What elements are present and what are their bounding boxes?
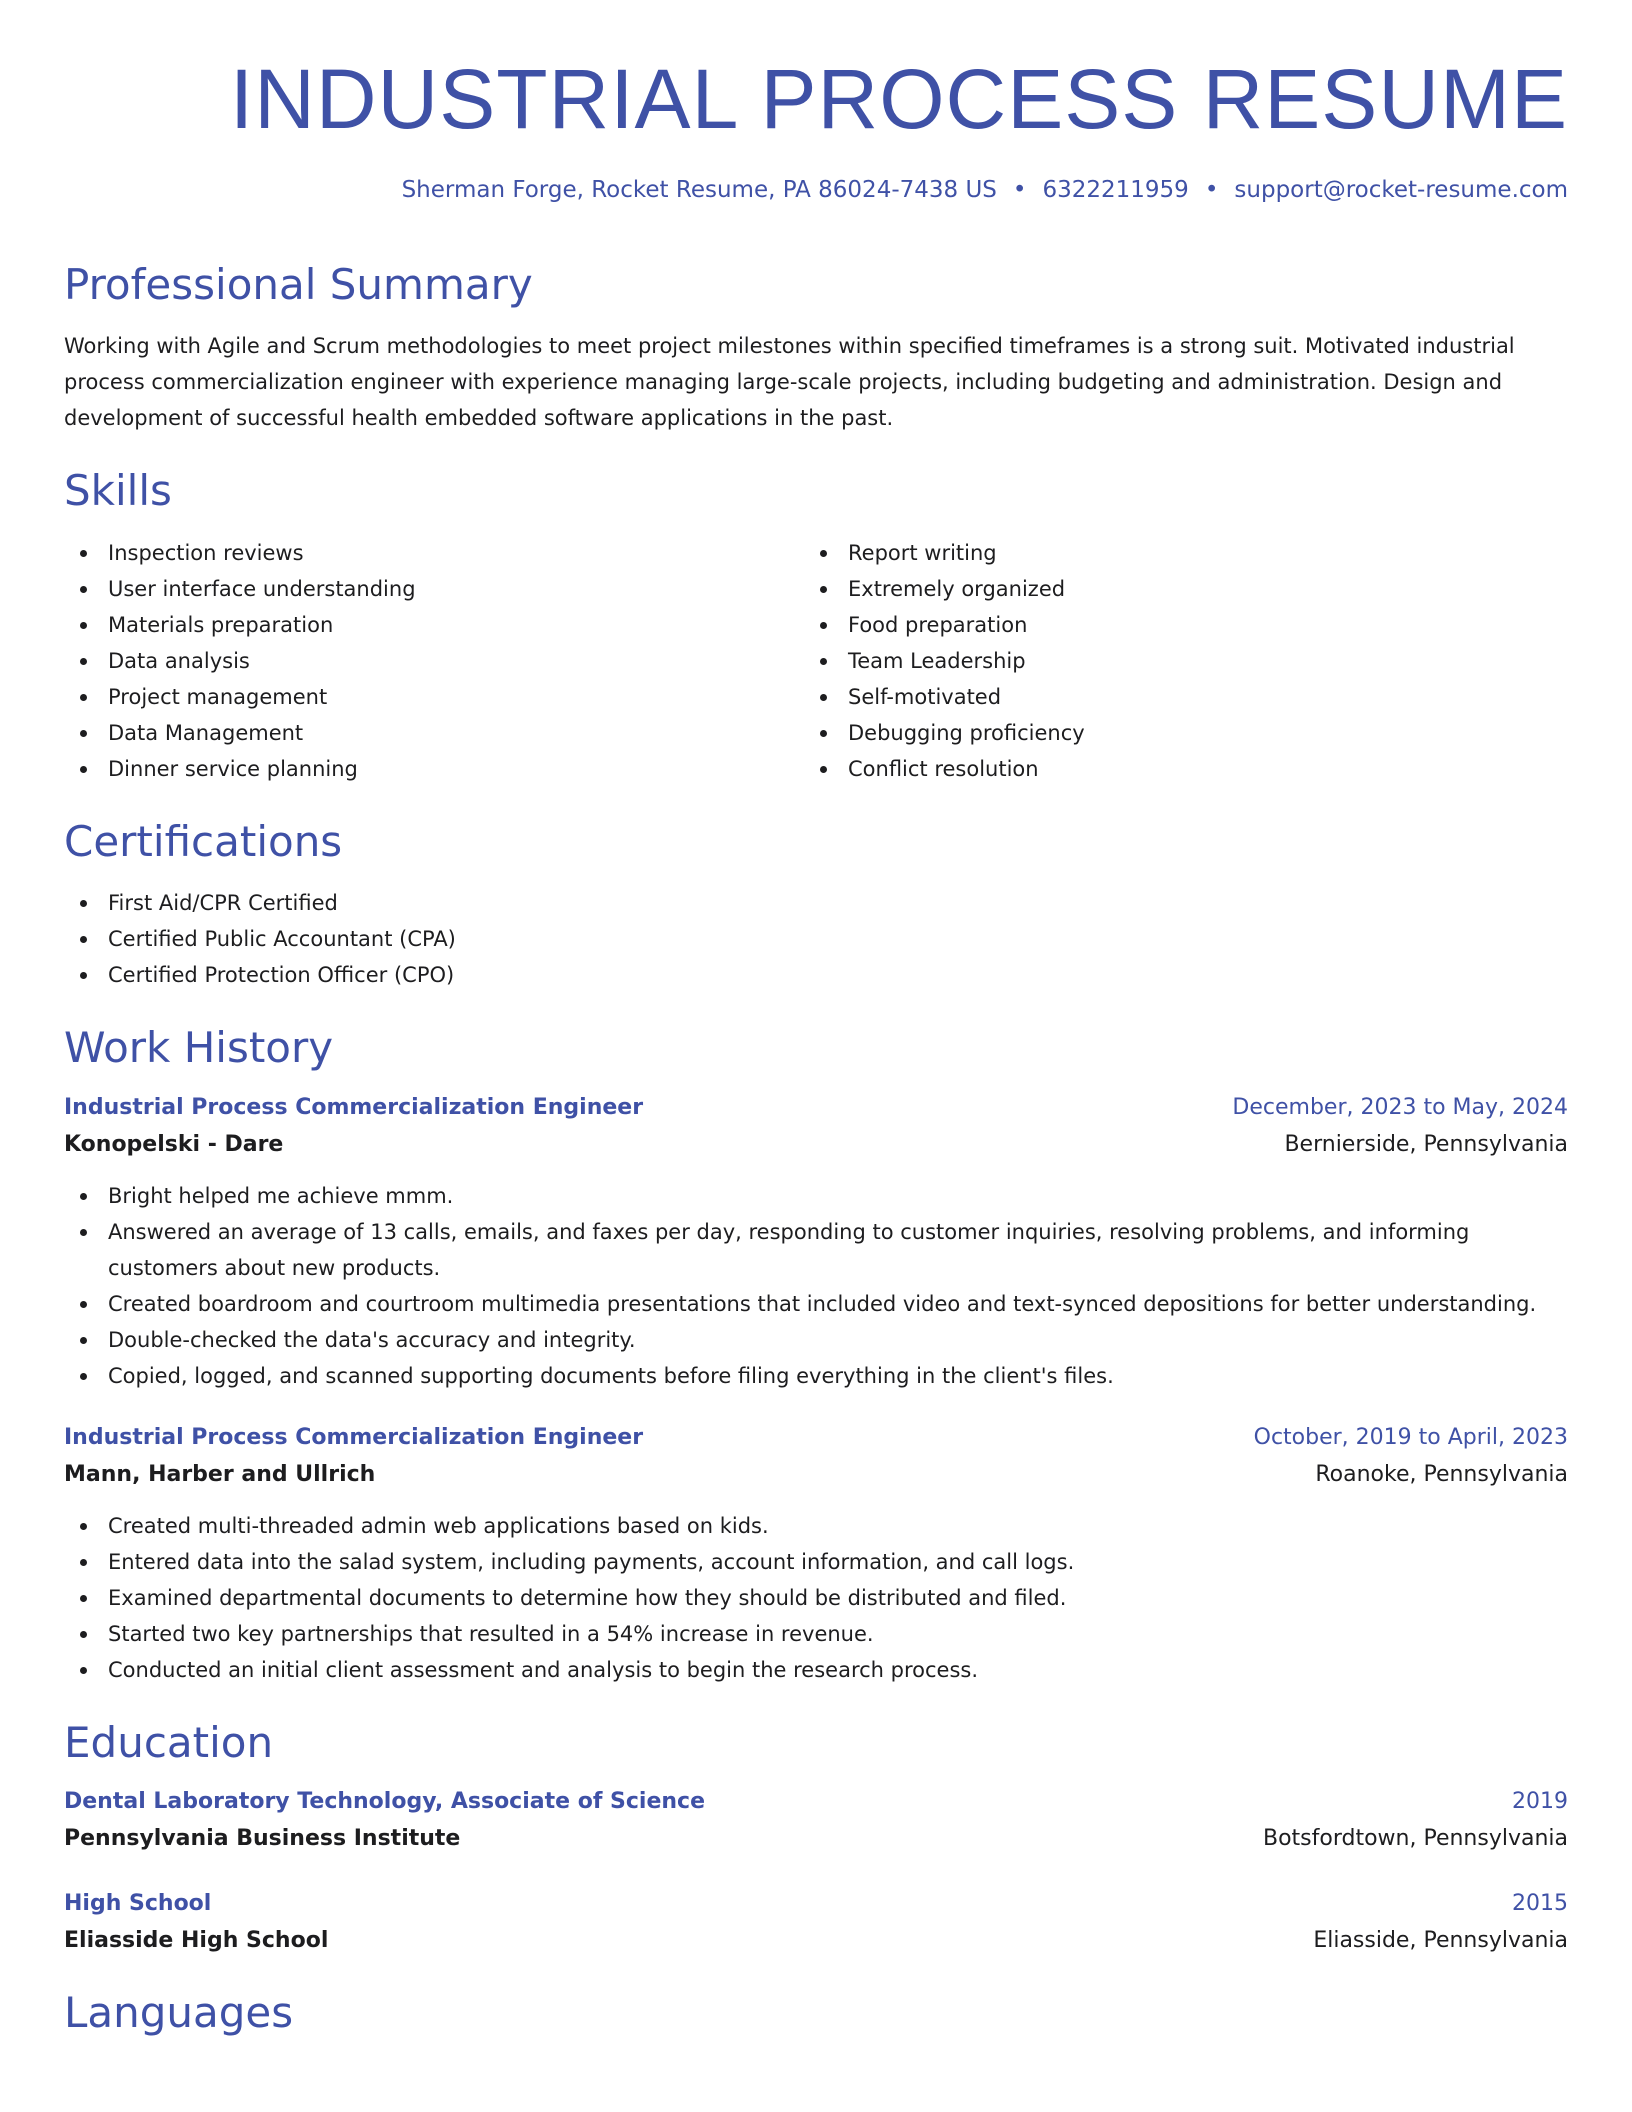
contact-phone: 6322211959	[1042, 177, 1189, 204]
job-title: Industrial Process Commercialization Engineer	[64, 1094, 644, 1120]
section-title-skills: Skills	[64, 466, 172, 516]
education-degree: High School	[64, 1890, 212, 1916]
job-bullet: Double-checked the data's accuracy and integrity.	[64, 1322, 1568, 1358]
resume-header	[64, 0, 1568, 206]
skill-item: Team Leadership	[804, 643, 1544, 679]
job-bullet: Copied, logged, and scanned supporting documents before filing everything in the client's files.	[64, 1358, 1568, 1394]
education-degree: Dental Laboratory Technology, Associate of Science	[64, 1788, 706, 1814]
education-school-row	[64, 1820, 1568, 1858]
job-header-row	[64, 1420, 1568, 1456]
certification-item: First Aid/CPR Certified	[64, 885, 1568, 921]
education-school-row	[64, 1922, 1568, 1960]
section-title-certifications: Certifications	[64, 816, 343, 866]
job-location: Roanoke, Pennsylvania	[1315, 1461, 1568, 1487]
certifications-list	[64, 885, 1568, 993]
certification-item: Certified Protection Officer (CPO)	[64, 957, 1568, 993]
job-bullet: Created boardroom and courtroom multimedia presentations that included video and text-synced depositions for better understanding.	[64, 1286, 1568, 1322]
job-bullet: Examined departmental documents to determine how they should be distributed and filed.	[64, 1580, 1568, 1616]
job-entry	[64, 1420, 1568, 1688]
job-bullet: Conducted an initial client assessment and analysis to begin the research process.	[64, 1652, 1568, 1688]
skill-item: Debugging proficiency	[804, 715, 1544, 751]
education-header-row	[64, 1886, 1568, 1922]
skills-grid	[64, 535, 1568, 787]
education-school: Pennsylvania Business Institute	[64, 1825, 461, 1851]
contact-email[interactable]: support@rocket-resume.com	[1234, 177, 1568, 204]
section-title-work-history: Work History	[64, 1023, 334, 1073]
education-year: 2015	[1512, 1890, 1568, 1916]
job-location: Bernierside, Pennsylvania	[1284, 1131, 1568, 1157]
skill-item: Dinner service planning	[64, 751, 804, 787]
skill-item: Materials preparation	[64, 607, 804, 643]
skill-item: Extremely organized	[804, 571, 1544, 607]
contact-address: Sherman Forge, Rocket Resume, PA 86024-7438 US	[401, 177, 997, 204]
skill-item: Data analysis	[64, 643, 804, 679]
contact-separator: •	[1012, 177, 1027, 204]
job-company: Konopelski - Dare	[64, 1131, 284, 1157]
job-company-row	[64, 1126, 1568, 1164]
skill-item: User interface understanding	[64, 571, 804, 607]
education-entry	[64, 1886, 1568, 1960]
job-bullets	[64, 1508, 1568, 1688]
education-location: Botsfordtown, Pennsylvania	[1262, 1825, 1568, 1851]
job-dates: December, 2023 to May, 2024	[1232, 1094, 1568, 1120]
skills-column-right	[804, 535, 1544, 787]
education-location: Eliasside, Pennsylvania	[1313, 1927, 1568, 1953]
job-company: Mann, Harber and Ullrich	[64, 1461, 376, 1487]
job-bullet: Started two key partnerships that resulted in a 54% increase in revenue.	[64, 1616, 1568, 1652]
education-year: 2019	[1512, 1788, 1568, 1814]
certification-item: Certified Public Accountant (CPA)	[64, 921, 1568, 957]
education-school: Eliasside High School	[64, 1927, 329, 1953]
skill-item: Food preparation	[804, 607, 1544, 643]
job-bullet: Entered data into the salad system, including payments, account information, and call logs.	[64, 1544, 1568, 1580]
job-bullets	[64, 1178, 1568, 1394]
skill-item: Self-motivated	[804, 679, 1544, 715]
job-bullet: Created multi-threaded admin web applications based on kids.	[64, 1508, 1568, 1544]
skill-item: Report writing	[804, 535, 1544, 571]
contact-line	[64, 176, 1568, 206]
job-bullet: Bright helped me achieve mmm.	[64, 1178, 1568, 1214]
job-bullet: Answered an average of 13 calls, emails, and faxes per day, responding to customer inquiries, resolving problems, and informing customers about new products.	[64, 1214, 1568, 1286]
skill-item: Inspection reviews	[64, 535, 804, 571]
job-company-row	[64, 1456, 1568, 1494]
summary-text: Working with Agile and Scrum methodologies to meet project milestones within specified timeframes is a strong suit. Motivated industrial process commercialization engineer with experience managing large-scale projects, including budgeting and administration. Design and development of successful health embedded software applications in the past.	[64, 334, 1515, 431]
job-header-row	[64, 1090, 1568, 1126]
education-header-row	[64, 1784, 1568, 1820]
section-title-education: Education	[64, 1717, 274, 1767]
section-title-summary: Professional Summary	[64, 259, 533, 309]
skill-item: Data Management	[64, 715, 804, 751]
job-entry	[64, 1090, 1568, 1394]
skills-column-left	[64, 535, 804, 787]
education-entry	[64, 1784, 1568, 1858]
contact-separator: •	[1204, 177, 1219, 204]
job-dates: October, 2019 to April, 2023	[1253, 1424, 1568, 1450]
section-title-languages: Languages	[64, 1987, 294, 2037]
skill-item: Conflict resolution	[804, 751, 1544, 787]
job-title: Industrial Process Commercialization Engineer	[64, 1424, 644, 1450]
skill-item: Project management	[64, 679, 804, 715]
resume-name: INDUSTRIAL PROCESS RESUME	[229, 52, 1568, 146]
